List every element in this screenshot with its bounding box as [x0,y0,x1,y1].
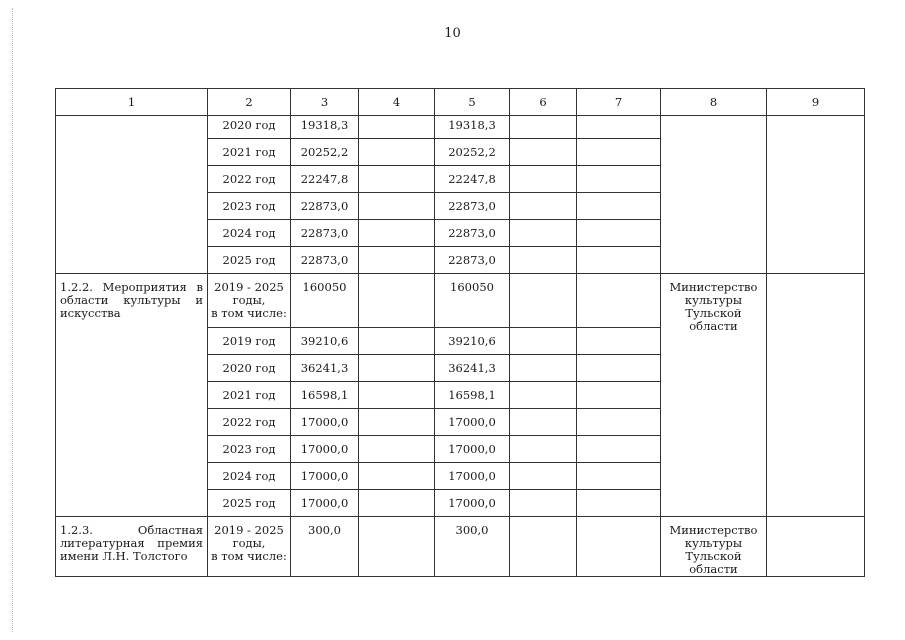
value-col-6 [510,409,577,436]
value-col-6 [510,139,577,166]
value-col-7 [577,382,661,409]
value-col-4 [359,409,435,436]
period-range-line: годы, [232,293,266,307]
header-col-9: 9 [767,89,865,116]
binding-margin-dots [12,8,14,632]
value-col-7 [577,166,661,193]
value-col-4 [359,490,435,517]
value-col-7 [577,139,661,166]
page-number: 10 [444,26,461,41]
name-cell-empty [56,116,208,274]
value-col-4 [359,328,435,355]
value-col-6 [510,328,577,355]
responsible-line: Министерство [669,523,758,537]
value-col-7 [577,220,661,247]
responsible-line: Министерство [669,280,758,294]
value-col-3: 22873,0 [291,247,359,274]
value-col-7 [577,247,661,274]
value-col-7 [577,463,661,490]
value-col-5: 39210,6 [435,328,510,355]
value-col-6 [510,463,577,490]
value-col-5: 22873,0 [435,247,510,274]
value-col-3: 16598,1 [291,382,359,409]
responsible-executor [661,274,767,517]
value-col-6 [510,193,577,220]
value-col-3: 36241,3 [291,355,359,382]
value-col-5: 36241,3 [435,355,510,382]
value-col-5: 22247,8 [435,166,510,193]
value-col-7 [577,193,661,220]
value-col-3: 17000,0 [291,436,359,463]
table-row [56,274,865,328]
responsible-line: культуры [684,536,743,550]
value-col-7 [577,328,661,355]
responsible-executor [661,517,767,577]
value-col-3: 22247,8 [291,166,359,193]
responsible-line: культуры [684,293,743,307]
year-cell: 2025 год [208,247,291,274]
responsible-line: Тульской области [685,306,742,333]
value-col-4 [359,139,435,166]
period-range-line: в том числе: [211,306,287,320]
value-col-5: 22873,0 [435,193,510,220]
value-col-7 [577,436,661,463]
value-col-3: 22873,0 [291,193,359,220]
value-col-6 [510,166,577,193]
value-col-6 [510,490,577,517]
header-col-2: 2 [208,89,291,116]
header-col-4: 4 [359,89,435,116]
responsible-line: Тульской области [685,549,742,576]
year-cell: 2025 год [208,490,291,517]
value-col-6 [510,436,577,463]
period-range-line: 2019 - 2025 [214,280,284,294]
value-col-5: 16598,1 [435,382,510,409]
table-row [56,116,865,139]
value-col-6 [510,220,577,247]
value-col-6 [510,355,577,382]
value-col-5: 19318,3 [435,116,510,139]
year-cell: 2024 год [208,220,291,247]
value-col-6 [510,247,577,274]
value-col-7 [577,116,661,139]
total-col-3: 300,0 [291,517,359,577]
value-col-7 [577,517,661,577]
value-col-7 [577,490,661,517]
year-cell: 2020 год [208,355,291,382]
value-col-4 [359,436,435,463]
value-col-7 [577,355,661,382]
period-range-cell [208,517,291,577]
value-col-6 [510,116,577,139]
value-col-5: 20252,2 [435,139,510,166]
value-col-4 [359,166,435,193]
value-col-7 [577,409,661,436]
value-col-4 [359,274,435,328]
value-col-3: 22873,0 [291,220,359,247]
total-col-3: 160050 [291,274,359,328]
period-range-line: в том числе: [211,549,287,563]
period-range-line: 2019 - 2025 [214,523,284,537]
value-col-4 [359,116,435,139]
value-col-4 [359,193,435,220]
activity-name-1-2-2: 1.2.2. Мероприятия в области культуры и искусства [56,274,208,517]
table-row [56,517,865,577]
year-cell: 2023 год [208,436,291,463]
header-row [56,89,865,116]
year-cell: 2023 год [208,193,291,220]
period-range-line: годы, [232,536,266,550]
budget-table [55,88,865,577]
value-col-4 [359,220,435,247]
value-col-3: 39210,6 [291,328,359,355]
year-cell: 2021 год [208,139,291,166]
value-col-4 [359,355,435,382]
year-cell: 2019 год [208,328,291,355]
value-col-5: 17000,0 [435,463,510,490]
responsible-cell-empty [661,116,767,274]
value-col-5: 17000,0 [435,490,510,517]
value-col-9 [767,274,865,517]
value-col-5: 17000,0 [435,409,510,436]
value-col-4 [359,247,435,274]
period-range-cell [208,274,291,328]
year-cell: 2022 год [208,409,291,436]
activity-name-1-2-3: 1.2.3. Областная литературная премия имени Л.Н. Толстого [56,517,208,577]
value-col-3: 20252,2 [291,139,359,166]
value-col-5: 17000,0 [435,436,510,463]
value-col-4 [359,517,435,577]
value-col-3: 17000,0 [291,409,359,436]
header-col-6: 6 [510,89,577,116]
header-col-7: 7 [577,89,661,116]
value-col-9 [767,116,865,274]
value-col-6 [510,517,577,577]
year-cell: 2021 год [208,382,291,409]
header-col-3: 3 [291,89,359,116]
value-col-9 [767,517,865,577]
total-col-5: 300,0 [435,517,510,577]
value-col-4 [359,463,435,490]
value-col-3: 17000,0 [291,490,359,517]
value-col-6 [510,274,577,328]
value-col-3: 19318,3 [291,116,359,139]
value-col-5: 22873,0 [435,220,510,247]
header-col-8: 8 [661,89,767,116]
value-col-7 [577,274,661,328]
value-col-4 [359,382,435,409]
header-col-5: 5 [435,89,510,116]
header-col-1: 1 [56,89,208,116]
value-col-3: 17000,0 [291,463,359,490]
total-col-5: 160050 [435,274,510,328]
year-cell: 2020 год [208,116,291,139]
year-cell: 2024 год [208,463,291,490]
year-cell: 2022 год [208,166,291,193]
value-col-6 [510,382,577,409]
